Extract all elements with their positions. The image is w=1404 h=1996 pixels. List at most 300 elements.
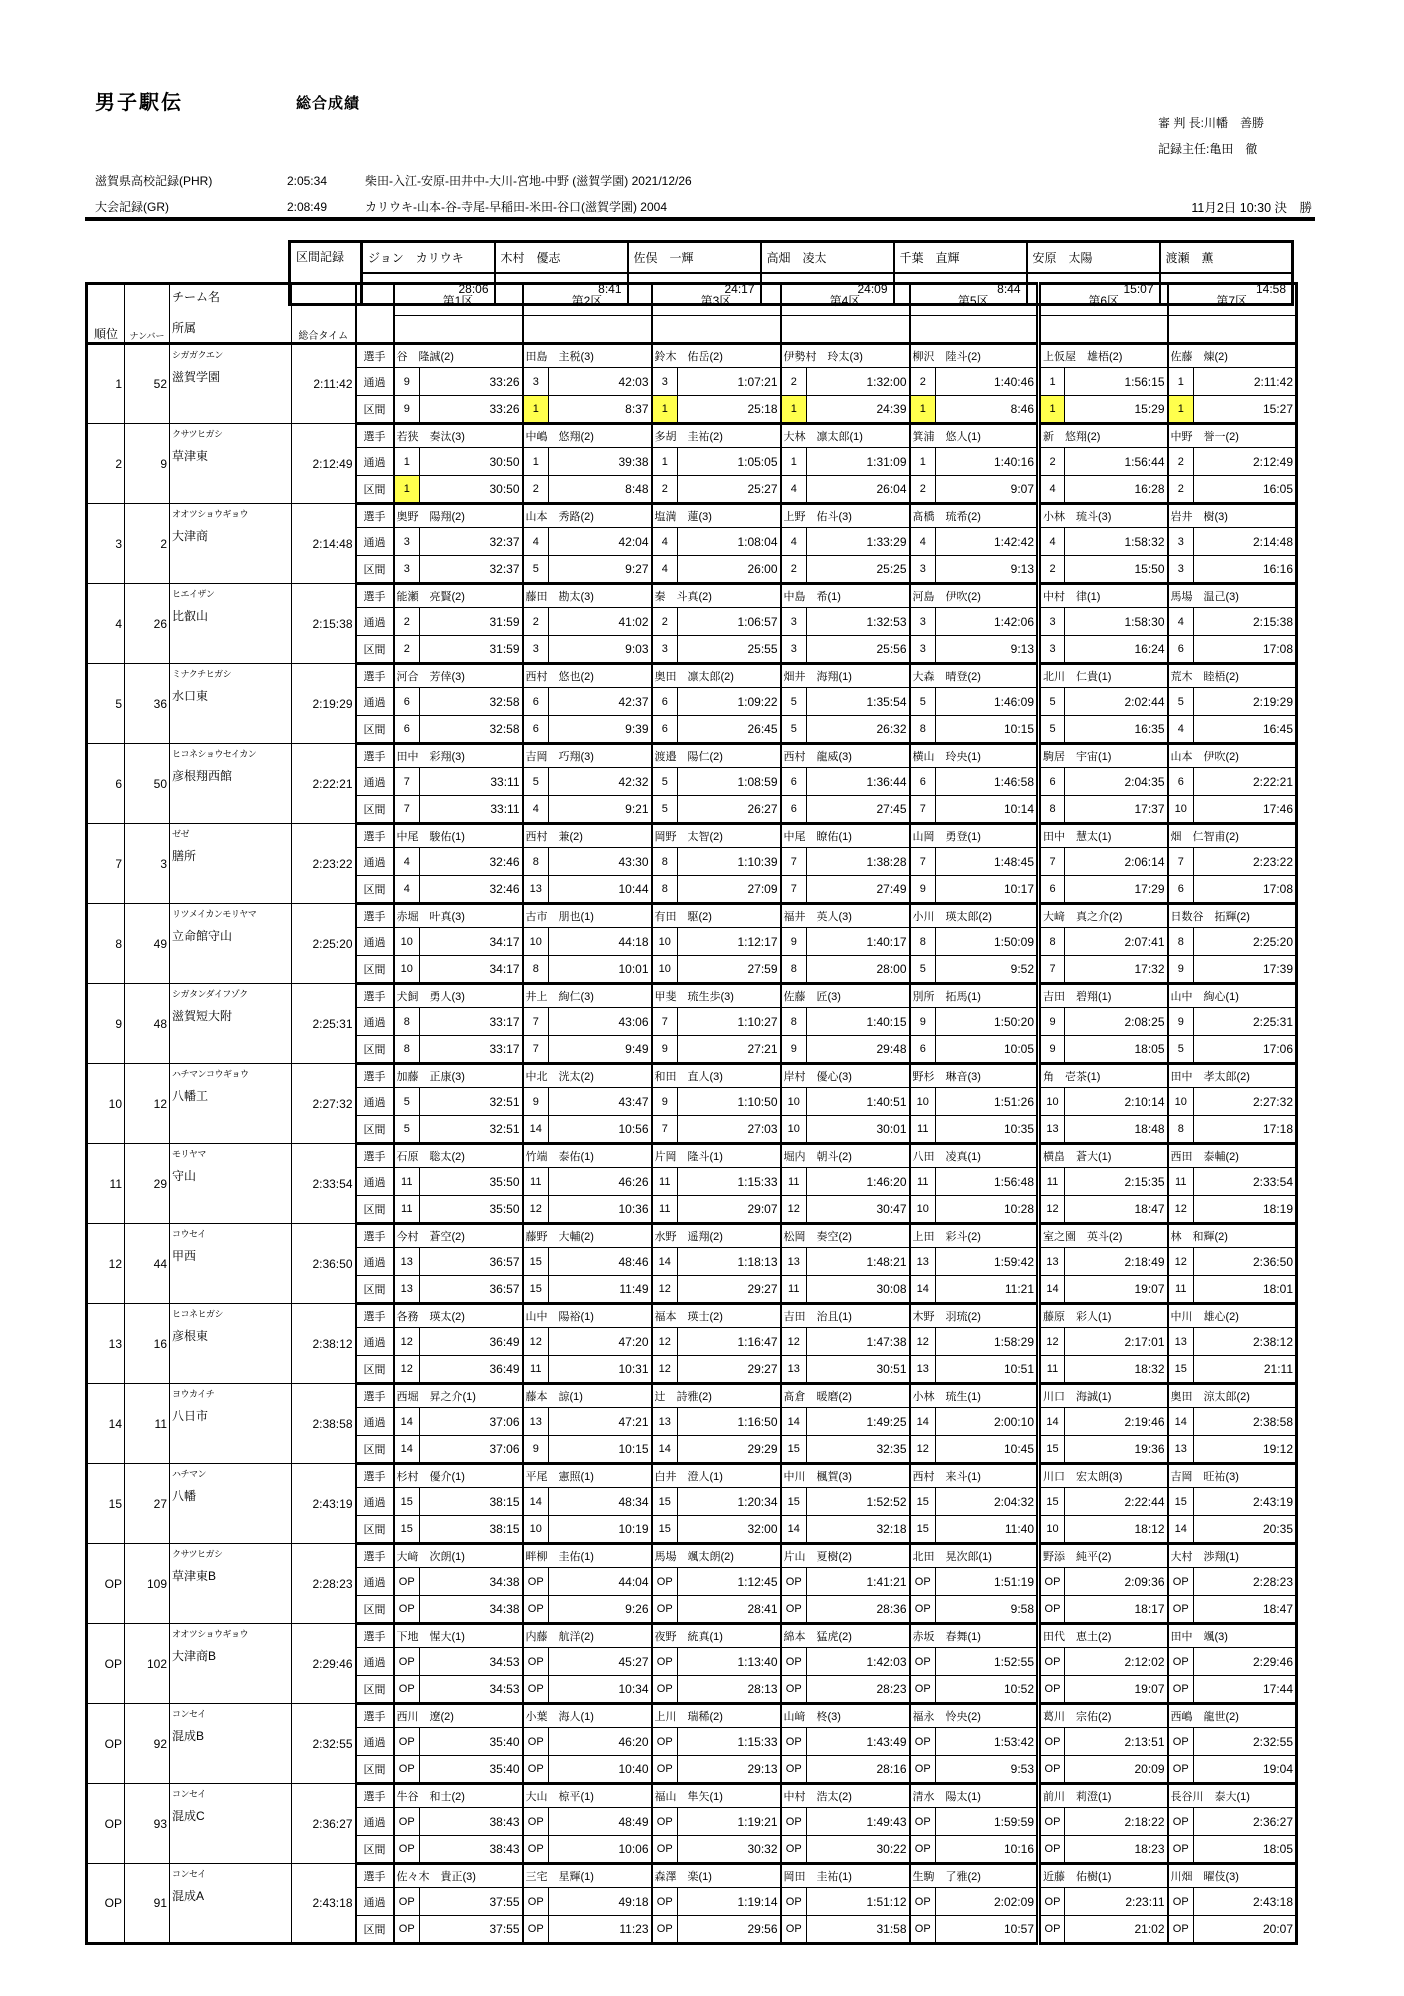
- pass-rank: OP: [1039, 1808, 1065, 1836]
- leg-rank: 4: [1168, 716, 1194, 744]
- pass-time: 41:02: [549, 608, 652, 636]
- team-name: 草津東: [172, 449, 209, 463]
- leg-time: 16:28: [1065, 476, 1168, 504]
- team-kana: オオツショウギョウ: [172, 509, 249, 519]
- leg-rank: 6: [652, 716, 678, 744]
- team-cell: [170, 1544, 292, 1624]
- runner-name: 西村 龍威(3): [781, 744, 910, 768]
- pass-rank: OP: [781, 1888, 807, 1916]
- pass-time: 1:52:55: [936, 1648, 1039, 1676]
- leg-rank: 13: [523, 876, 549, 904]
- runner-name: 有田 駆(2): [652, 904, 781, 928]
- pass-rank: OP: [394, 1888, 420, 1916]
- runner-name: 馬場 颯太朗(2): [652, 1544, 781, 1568]
- pass-time: 2:22:44: [1065, 1488, 1168, 1516]
- leg-rank: 3: [523, 636, 549, 664]
- header-section-4: 第4区: [781, 284, 910, 316]
- header-section-empty: [523, 316, 652, 344]
- leg-rank: 12: [1168, 1196, 1194, 1224]
- row-label-runner: 選手: [356, 1464, 394, 1488]
- leg-rank-best: 1: [781, 396, 807, 424]
- pass-rank: 11: [781, 1168, 807, 1196]
- leg-time: 18:17: [1065, 1596, 1168, 1624]
- header-row-label-col: [356, 284, 394, 344]
- pass-time: 1:47:38: [807, 1328, 910, 1356]
- runner-name: 上仮屋 雄梧(2): [1039, 344, 1168, 368]
- pass-rank: 3: [652, 368, 678, 396]
- pass-time: 2:19:29: [1194, 688, 1297, 716]
- pass-time: 42:32: [549, 768, 652, 796]
- pass-rank: 14: [1039, 1408, 1065, 1436]
- leg-rank: 13: [1039, 1116, 1065, 1144]
- pass-rank: 11: [910, 1168, 936, 1196]
- team-total-time: 2:33:54: [292, 1144, 356, 1224]
- team-total-time: 2:43:19: [292, 1464, 356, 1544]
- pass-rank: 2: [781, 368, 807, 396]
- leg-time: 9:13: [936, 556, 1039, 584]
- runner-name: 小林 琉生(1): [910, 1384, 1039, 1408]
- pass-rank: OP: [523, 1568, 549, 1596]
- row-label-pass: 通過: [356, 928, 394, 956]
- leg-time: 36:49: [420, 1356, 523, 1384]
- pass-time: 1:51:26: [936, 1088, 1039, 1116]
- pass-time: 1:12:17: [678, 928, 781, 956]
- leg-time: 27:09: [678, 876, 781, 904]
- row-label-leg: 区間: [356, 876, 394, 904]
- leg-time: 16:16: [1194, 556, 1297, 584]
- officials-block: [1158, 110, 1264, 162]
- row-label-leg: 区間: [356, 396, 394, 424]
- pass-time: 1:56:48: [936, 1168, 1039, 1196]
- row-label-pass: 通過: [356, 1648, 394, 1676]
- leg-record-holder: 千葉 直輝: [894, 242, 1027, 274]
- team-kana: クサツヒガシ: [172, 1549, 223, 1559]
- pass-time: 2:23:11: [1065, 1888, 1168, 1916]
- leg-time: 9:21: [549, 796, 652, 824]
- leg-time: 19:36: [1065, 1436, 1168, 1464]
- pass-rank: 13: [523, 1408, 549, 1436]
- runner-name: 中野 誉一(2): [1168, 424, 1297, 448]
- pass-rank: 9: [523, 1088, 549, 1116]
- leg-time: 19:12: [1194, 1436, 1297, 1464]
- leg-time: 28:13: [678, 1676, 781, 1704]
- runner-name: 奥田 涼太郎(2): [1168, 1384, 1297, 1408]
- leg-rank: 13: [781, 1356, 807, 1384]
- pass-time: 1:33:29: [807, 528, 910, 556]
- pass-rank: OP: [523, 1888, 549, 1916]
- pass-time: 1:51:19: [936, 1568, 1039, 1596]
- pass-time: 1:50:20: [936, 1008, 1039, 1036]
- pass-rank: 10: [1039, 1088, 1065, 1116]
- runner-name: 内藤 航洋(2): [523, 1624, 652, 1648]
- team-cell: [170, 904, 292, 984]
- runner-name: 藤本 諒(1): [523, 1384, 652, 1408]
- pass-rank: OP: [910, 1648, 936, 1676]
- pass-time: 1:38:28: [807, 848, 910, 876]
- runner-name: 河島 伊吹(2): [910, 584, 1039, 608]
- row-label-leg: 区間: [356, 1836, 394, 1864]
- leg-rank: 6: [910, 1036, 936, 1064]
- leg-rank: 3: [910, 556, 936, 584]
- runner-name: 片岡 隆斗(1): [652, 1144, 781, 1168]
- runner-name: 馬場 温己(3): [1168, 584, 1297, 608]
- pass-rank: 6: [781, 768, 807, 796]
- pass-time: 1:15:33: [678, 1728, 781, 1756]
- page-title: 男子駅伝: [95, 92, 183, 114]
- team-rank: OP: [87, 1704, 125, 1784]
- leg-time: 18:48: [1065, 1116, 1168, 1144]
- team-number: 52: [125, 344, 170, 424]
- team-kana: オオツショウギョウ: [172, 1629, 249, 1639]
- pass-time: 2:14:48: [1194, 528, 1297, 556]
- leg-rank: 2: [910, 476, 936, 504]
- leg-time: 8:46: [936, 396, 1039, 424]
- pass-time: 2:33:54: [1194, 1168, 1297, 1196]
- runner-name: 葛川 宗佑(2): [1039, 1704, 1168, 1728]
- leg-time: 9:07: [936, 476, 1039, 504]
- runner-name: 伊勢村 玲太(3): [781, 344, 910, 368]
- team-rank: 13: [87, 1304, 125, 1384]
- pass-rank: 6: [1168, 768, 1194, 796]
- row-label-leg: 区間: [356, 1916, 394, 1944]
- row-label-leg: 区間: [356, 1356, 394, 1384]
- team-total-time: 2:38:12: [292, 1304, 356, 1384]
- pass-rank: 7: [652, 1008, 678, 1036]
- runner-name: 畔柳 圭佑(1): [523, 1544, 652, 1568]
- leg-record-holder: 安原 太陽: [1027, 242, 1160, 274]
- runner-name: 片山 夏樹(2): [781, 1544, 910, 1568]
- runner-name: 森澤 楽(1): [652, 1864, 781, 1888]
- leg-rank: OP: [652, 1676, 678, 1704]
- runner-name: 田中 颯(3): [1168, 1624, 1297, 1648]
- runner-name: 岡田 圭祐(1): [781, 1864, 910, 1888]
- leg-time: 8:48: [549, 476, 652, 504]
- runner-name: 下地 惺大(1): [394, 1624, 523, 1648]
- team-name: 滋賀学園: [172, 370, 221, 384]
- leg-time: 10:36: [549, 1196, 652, 1224]
- pass-time: 1:31:09: [807, 448, 910, 476]
- leg-records-label: 区間記録: [290, 242, 362, 305]
- leg-time: 16:05: [1194, 476, 1297, 504]
- runner-name: 辻 詩雅(2): [652, 1384, 781, 1408]
- leg-rank: OP: [781, 1916, 807, 1944]
- team-rank: 10: [87, 1064, 125, 1144]
- pass-time: 1:40:15: [807, 1008, 910, 1036]
- leg-rank: OP: [910, 1756, 936, 1784]
- header-section-7: 第7区: [1168, 284, 1297, 316]
- pass-time: 1:42:03: [807, 1648, 910, 1676]
- pass-time: 1:10:39: [678, 848, 781, 876]
- leg-rank: 14: [781, 1516, 807, 1544]
- leg-time: 11:49: [549, 1276, 652, 1304]
- pass-time: 1:08:59: [678, 768, 781, 796]
- pass-time: 42:37: [549, 688, 652, 716]
- pass-time: 2:00:10: [936, 1408, 1039, 1436]
- leg-rank: 9: [1039, 1036, 1065, 1064]
- pass-time: 1:35:54: [807, 688, 910, 716]
- row-label-runner: 選手: [356, 344, 394, 368]
- pass-time: 2:23:22: [1194, 848, 1297, 876]
- team-name: 草津東B: [172, 1569, 217, 1583]
- team-cell: [170, 424, 292, 504]
- team-cell: [170, 1704, 292, 1784]
- pass-rank: 15: [910, 1488, 936, 1516]
- leg-rank: 10: [523, 1516, 549, 1544]
- runner-name: 赤堀 叶真(3): [394, 904, 523, 928]
- pass-time: 48:46: [549, 1248, 652, 1276]
- pass-time: 1:42:06: [936, 608, 1039, 636]
- leg-rank: 12: [781, 1196, 807, 1224]
- team-kana: ヒコネヒガシ: [172, 1309, 224, 1319]
- runner-name: 平尾 憲照(1): [523, 1464, 652, 1488]
- leg-rank: OP: [910, 1916, 936, 1944]
- record-label: 滋賀県高校記録(PHR): [95, 174, 213, 188]
- pass-rank: 9: [1168, 1008, 1194, 1036]
- runner-name: 吉岡 巧翔(3): [523, 744, 652, 768]
- leg-time: 37:06: [420, 1436, 523, 1464]
- header-section-3: 第3区: [652, 284, 781, 316]
- row-label-pass: 通過: [356, 1248, 394, 1276]
- pass-time: 31:59: [420, 608, 523, 636]
- pass-rank: 7: [1168, 848, 1194, 876]
- team-rank: 1: [87, 344, 125, 424]
- runner-name: 田代 恵土(2): [1039, 1624, 1168, 1648]
- pass-rank: 3: [1168, 528, 1194, 556]
- leg-rank: 9: [394, 396, 420, 424]
- leg-time: 17:46: [1194, 796, 1297, 824]
- pass-rank: 9: [652, 1088, 678, 1116]
- leg-rank: 2: [523, 476, 549, 504]
- leg-rank: 3: [781, 636, 807, 664]
- pass-time: 45:27: [549, 1648, 652, 1676]
- runner-name: 中尾 駿佑(1): [394, 824, 523, 848]
- runner-name: 川口 海誠(1): [1039, 1384, 1168, 1408]
- runner-name: 大林 凛太郎(1): [781, 424, 910, 448]
- pass-time: 1:13:40: [678, 1648, 781, 1676]
- leg-rank: OP: [1168, 1916, 1194, 1944]
- leg-rank: OP: [781, 1756, 807, 1784]
- leg-time: 10:19: [549, 1516, 652, 1544]
- pass-rank: 8: [910, 928, 936, 956]
- pass-rank: 13: [1039, 1248, 1065, 1276]
- runner-name: 西田 泰輔(2): [1168, 1144, 1297, 1168]
- pass-rank: OP: [781, 1728, 807, 1756]
- leg-time: 33:17: [420, 1036, 523, 1064]
- pass-rank: 7: [781, 848, 807, 876]
- leg-rank: OP: [523, 1596, 549, 1624]
- pass-rank: 1: [523, 448, 549, 476]
- pass-time: 2:04:35: [1065, 768, 1168, 796]
- runner-name: 綿本 猛虎(2): [781, 1624, 910, 1648]
- pass-time: 1:06:57: [678, 608, 781, 636]
- runner-name: 木野 羽琉(2): [910, 1304, 1039, 1328]
- runner-name: 杉村 優介(1): [394, 1464, 523, 1488]
- leg-rank-best: 1: [1039, 396, 1065, 424]
- team-cell: [170, 344, 292, 424]
- pass-rank: 11: [1168, 1168, 1194, 1196]
- leg-record-holder: 佐俣 一輝: [628, 242, 761, 274]
- runner-name: 中北 洸太(2): [523, 1064, 652, 1088]
- team-number: 44: [125, 1224, 170, 1304]
- leg-rank: 12: [652, 1276, 678, 1304]
- runner-name: 横山 玲央(1): [910, 744, 1039, 768]
- pass-time: 2:32:55: [1194, 1728, 1297, 1756]
- row-label-runner: 選手: [356, 744, 394, 768]
- team-number: 12: [125, 1064, 170, 1144]
- runner-name: 藤原 彩人(1): [1039, 1304, 1168, 1328]
- leg-time: 34:38: [420, 1596, 523, 1624]
- pass-rank: 8: [1168, 928, 1194, 956]
- leg-rank: 9: [910, 876, 936, 904]
- team-cell: [170, 1384, 292, 1464]
- leg-time: 9:52: [936, 956, 1039, 984]
- leg-time: 16:35: [1065, 716, 1168, 744]
- team-total-time: 2:36:27: [292, 1784, 356, 1864]
- runner-name: 野添 純平(2): [1039, 1544, 1168, 1568]
- pass-rank: 12: [781, 1328, 807, 1356]
- leg-rank: 7: [1039, 956, 1065, 984]
- runner-name: 大﨑 次朗(1): [394, 1544, 523, 1568]
- pass-rank: 2: [652, 608, 678, 636]
- header-team: [170, 284, 292, 344]
- leg-rank: 15: [910, 1516, 936, 1544]
- runner-name: 柳沢 陸斗(2): [910, 344, 1039, 368]
- pass-rank: 3: [523, 368, 549, 396]
- pass-rank: OP: [652, 1568, 678, 1596]
- referee-line: 審 判 長:川幡 善勝: [1158, 116, 1265, 130]
- team-kana: クサツヒガシ: [172, 429, 223, 439]
- leg-rank: 6: [1168, 636, 1194, 664]
- team-row-runners: [87, 584, 1297, 608]
- pass-time: 48:34: [549, 1488, 652, 1516]
- team-name: 水口東: [172, 689, 209, 703]
- pass-rank: 6: [910, 768, 936, 796]
- pass-time: 1:56:44: [1065, 448, 1168, 476]
- pass-time: 1:07:21: [678, 368, 781, 396]
- leg-time: 9:27: [549, 556, 652, 584]
- team-number: 102: [125, 1624, 170, 1704]
- leg-time: 27:45: [807, 796, 910, 824]
- runner-name: 西嶋 龍世(2): [1168, 1704, 1297, 1728]
- runner-name: 多胡 圭祐(2): [652, 424, 781, 448]
- pass-rank: 4: [523, 528, 549, 556]
- divider-rule: [85, 217, 1315, 221]
- team-total-time: 2:43:18: [292, 1864, 356, 1944]
- leg-time: 17:37: [1065, 796, 1168, 824]
- row-label-runner: 選手: [356, 1384, 394, 1408]
- runner-name: 三宅 星輝(1): [523, 1864, 652, 1888]
- leg-time: 10:14: [936, 796, 1039, 824]
- team-number: 91: [125, 1864, 170, 1944]
- pass-rank: OP: [781, 1568, 807, 1596]
- pass-time: 42:04: [549, 528, 652, 556]
- runner-name: 山﨑 柊(3): [781, 1704, 910, 1728]
- team-number: 11: [125, 1384, 170, 1464]
- pass-rank: 4: [1168, 608, 1194, 636]
- leg-time: 29:29: [678, 1436, 781, 1464]
- team-rank: 8: [87, 904, 125, 984]
- runner-name: 長谷川 泰大(1): [1168, 1784, 1297, 1808]
- runner-name: 吉田 碧翔(1): [1039, 984, 1168, 1008]
- leg-time: 31:58: [807, 1916, 910, 1944]
- leg-rank: 6: [394, 716, 420, 744]
- pass-time: 1:53:42: [936, 1728, 1039, 1756]
- pass-rank: 5: [523, 768, 549, 796]
- team-kana: コンセイ: [172, 1789, 206, 1799]
- pass-time: 2:25:20: [1194, 928, 1297, 956]
- leg-rank: OP: [1039, 1596, 1065, 1624]
- runner-name: 近藤 佑樹(1): [1039, 1864, 1168, 1888]
- pass-time: 2:38:58: [1194, 1408, 1297, 1436]
- pass-time: 1:49:43: [807, 1808, 910, 1836]
- leg-rank: 10: [1039, 1516, 1065, 1544]
- leg-rank: 6: [1168, 876, 1194, 904]
- row-label-runner: 選手: [356, 984, 394, 1008]
- team-row-runners: [87, 1064, 1297, 1088]
- header-total-time: 総合タイム: [292, 284, 356, 344]
- leg-rank: 5: [394, 1116, 420, 1144]
- runner-name: 山中 絢心(1): [1168, 984, 1297, 1008]
- pass-rank: 11: [652, 1168, 678, 1196]
- pass-time: 1:40:51: [807, 1088, 910, 1116]
- header-section-6: 第6区: [1039, 284, 1168, 316]
- pass-rank: 2: [523, 608, 549, 636]
- pass-time: 2:22:21: [1194, 768, 1297, 796]
- runner-name: 畑井 海翔(1): [781, 664, 910, 688]
- pass-rank: OP: [652, 1808, 678, 1836]
- leg-rank: OP: [652, 1756, 678, 1784]
- runner-name: 西村 来斗(1): [910, 1464, 1039, 1488]
- pass-rank: OP: [523, 1648, 549, 1676]
- row-label-pass: 通過: [356, 688, 394, 716]
- pass-rank: 6: [1039, 768, 1065, 796]
- pass-rank: 7: [1039, 848, 1065, 876]
- pass-time: 1:36:44: [807, 768, 910, 796]
- pass-rank: 10: [781, 1088, 807, 1116]
- leg-time: 18:12: [1065, 1516, 1168, 1544]
- pass-rank: 2: [394, 608, 420, 636]
- leg-rank: 11: [1039, 1356, 1065, 1384]
- pass-time: 1:58:30: [1065, 608, 1168, 636]
- row-label-leg: 区間: [356, 1196, 394, 1224]
- pass-time: 46:20: [549, 1728, 652, 1756]
- header-section-empty: [652, 316, 781, 344]
- row-label-pass: 通過: [356, 768, 394, 796]
- pass-time: 32:58: [420, 688, 523, 716]
- pass-rank: 14: [910, 1408, 936, 1436]
- runner-name: 日数谷 拓輝(2): [1168, 904, 1297, 928]
- leg-rank: 13: [394, 1276, 420, 1304]
- team-total-time: 2:36:50: [292, 1224, 356, 1304]
- pass-rank: 12: [652, 1328, 678, 1356]
- leg-rank: 5: [523, 556, 549, 584]
- pass-time: 2:06:14: [1065, 848, 1168, 876]
- row-label-leg: 区間: [356, 1436, 394, 1464]
- pass-rank: 1: [781, 448, 807, 476]
- leg-time: 10:52: [936, 1676, 1039, 1704]
- leg-time: 34:17: [420, 956, 523, 984]
- leg-rank: OP: [1168, 1836, 1194, 1864]
- leg-time: 9:58: [936, 1596, 1039, 1624]
- pass-rank: 8: [652, 848, 678, 876]
- leg-rank: 12: [523, 1196, 549, 1224]
- pass-time: 43:06: [549, 1008, 652, 1036]
- pass-time: 36:57: [420, 1248, 523, 1276]
- leg-rank: 15: [652, 1516, 678, 1544]
- record-detail: カリウキ-山本-谷-寺尾-早稲田-米田-谷口(滋賀学園) 2004: [365, 200, 667, 214]
- pass-rank: OP: [523, 1808, 549, 1836]
- leg-rank: 4: [1039, 476, 1065, 504]
